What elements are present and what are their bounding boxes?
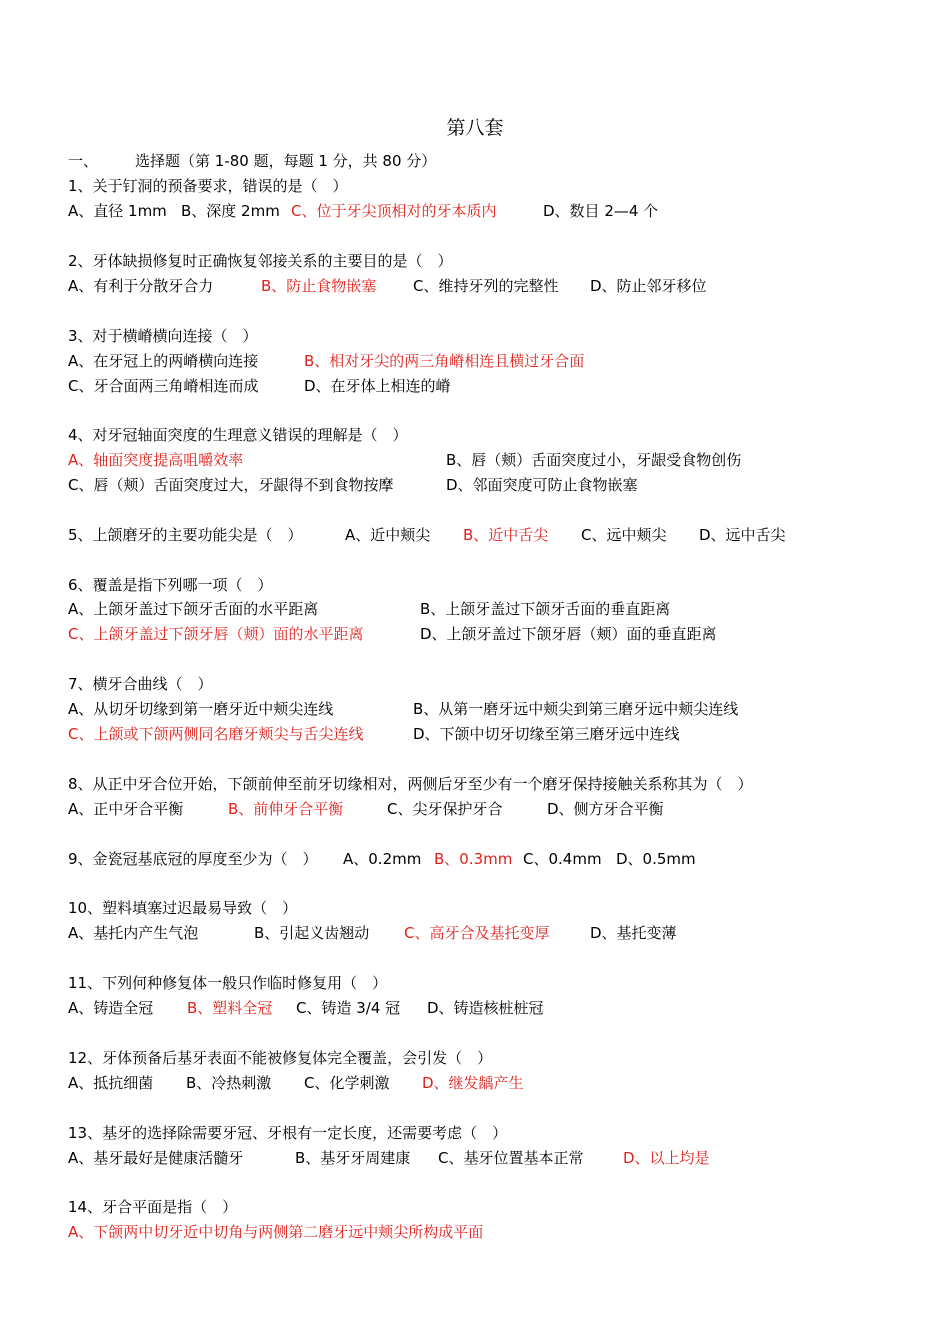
option-a: A、上颌牙盖过下颌牙舌面的水平距离 (68, 600, 319, 618)
option-b: B、引起义齿翘动 (254, 924, 370, 942)
question-13-stem: 13、基牙的选择除需要牙冠、牙根有一定长度，还需要考虑（ ） (68, 1124, 508, 1142)
question-7-options-row2 (68, 723, 888, 745)
question-1-stem: 1、关于钉洞的预备要求，错误的是（ ） (68, 177, 348, 195)
question-11-stem: 11、下列何种修复体一般只作临时修复用（ ） (68, 974, 388, 992)
option-a: A、在牙冠上的两嵴横向连接 (68, 352, 259, 370)
option-d: D、侧方牙合平衡 (547, 800, 664, 818)
question-14-stem: 14、牙合平面是指（ ） (68, 1198, 238, 1216)
option-d: D、数目 2—4 个 (543, 202, 659, 220)
option-d: D、在牙体上相连的嵴 (304, 377, 451, 395)
option-a: A、有利于分散牙合力 (68, 277, 214, 295)
option-d: D、上颌牙盖过下颌牙唇（颊）面的垂直距离 (420, 625, 717, 643)
option-d: D、基托变薄 (590, 924, 677, 942)
option-b: B、深度 2mm (181, 202, 280, 220)
question-5-stem: 5、上颌磨牙的主要功能尖是（ ） (68, 526, 303, 544)
question-9-row (68, 848, 888, 870)
option-d: D、防止邻牙移位 (590, 277, 707, 295)
section-number: 一、 (68, 152, 99, 170)
option-c: C、基牙位置基本正常 (438, 1149, 584, 1167)
option-a: A、0.2mm (343, 850, 422, 868)
option-b-answer: B、近中舌尖 (463, 526, 549, 544)
option-a: A、从切牙切缘到第一磨牙近中颊尖连线 (68, 700, 334, 718)
option-c-answer: C、高牙合及基托变厚 (404, 924, 550, 942)
question-10-options (68, 922, 888, 944)
question-4-stem: 4、对牙冠轴面突度的生理意义错误的理解是（ ） (68, 426, 408, 444)
option-d-answer: D、继发龋产生 (422, 1074, 524, 1092)
option-b-answer: B、前伸牙合平衡 (228, 800, 344, 818)
option-d: D、铸造核桩桩冠 (427, 999, 544, 1017)
option-a: A、近中颊尖 (345, 526, 431, 544)
option-c-answer: C、上颌或下颌两侧同名磨牙颊尖与舌尖连线 (68, 725, 364, 743)
option-c: C、尖牙保护牙合 (387, 800, 503, 818)
option-c: C、唇（颊）舌面突度过大，牙龈得不到食物按摩 (68, 476, 394, 494)
option-a: A、正中牙合平衡 (68, 800, 184, 818)
option-b-answer: B、相对牙尖的两三角嵴相连且横过牙合面 (304, 352, 585, 370)
question-5-row (68, 524, 888, 546)
question-2-options (68, 275, 888, 297)
option-b-answer: B、0.3mm (434, 850, 513, 868)
option-a: A、基托内产生气泡 (68, 924, 199, 942)
option-d: D、远中舌尖 (699, 526, 786, 544)
question-12-stem: 12、牙体预备后基牙表面不能被修复体完全覆盖，会引发（ ） (68, 1049, 493, 1067)
option-b: B、基牙牙周建康 (295, 1149, 411, 1167)
question-4-options-row1 (68, 449, 888, 471)
question-4-options-row2 (68, 474, 888, 496)
question-1-options (68, 200, 888, 222)
option-a-answer: A、轴面突度提高咀嚼效率 (68, 451, 244, 469)
option-c: C、铸造 3/4 冠 (296, 999, 401, 1017)
option-c: C、牙合面两三角嵴相连而成 (68, 377, 259, 395)
question-3-options-row2 (68, 375, 888, 397)
question-3-stem: 3、对于横嵴横向连接（ ） (68, 327, 258, 345)
option-a-answer: A、下颌两中切牙近中切角与两侧第二磨牙远中颊尖所构成平面 (68, 1223, 484, 1241)
option-b-answer: B、防止食物嵌塞 (261, 277, 377, 295)
question-3-options-row1 (68, 350, 888, 372)
question-6-stem: 6、覆盖是指下列哪一项（ ） (68, 576, 273, 594)
option-a: A、抵抗细菌 (68, 1074, 154, 1092)
question-8-stem: 8、从正中牙合位开始，下颌前伸至前牙切缘相对，两侧后牙至少有一个磨牙保持接触关系称其为（ ） (68, 775, 753, 793)
option-b: B、唇（颊）舌面突度过小，牙龈受食物创伤 (446, 451, 742, 469)
option-d: D、0.5mm (616, 850, 696, 868)
option-d-answer: D、以上均是 (623, 1149, 710, 1167)
option-a: A、直径 1mm (68, 202, 167, 220)
section-text: 选择题（第 1-80 题，每题 1 分，共 80 分） (135, 152, 437, 170)
option-c: C、化学刺激 (304, 1074, 390, 1092)
option-b: B、上颌牙盖过下颌牙舌面的垂直距离 (420, 600, 671, 618)
option-c: C、远中颊尖 (581, 526, 667, 544)
question-2-stem: 2、牙体缺损修复时正确恢复邻接关系的主要目的是（ ） (68, 252, 453, 270)
option-b-answer: B、塑料全冠 (187, 999, 273, 1017)
option-d: D、邻面突度可防止食物嵌塞 (446, 476, 638, 494)
option-b: B、冷热刺激 (186, 1074, 272, 1092)
question-7-options-row1 (68, 698, 888, 720)
option-a: A、铸造全冠 (68, 999, 154, 1017)
option-c: C、维持牙列的完整性 (413, 277, 559, 295)
option-c-answer: C、上颌牙盖过下颌牙唇（颊）面的水平距离 (68, 625, 364, 643)
option-c-answer: C、位于牙尖顶相对的牙本质内 (291, 202, 497, 220)
page-title: 第八套 (446, 117, 504, 139)
option-d: D、下颌中切牙切缘至第三磨牙远中连线 (413, 725, 680, 743)
question-10-stem: 10、塑料填塞过迟最易导致（ ） (68, 899, 298, 917)
question-6-options-row2 (68, 623, 888, 645)
question-13-options (68, 1147, 888, 1169)
option-c: C、0.4mm (523, 850, 602, 868)
question-11-options (68, 997, 888, 1019)
question-9-stem: 9、金瓷冠基底冠的厚度至少为（ ） (68, 850, 318, 868)
question-12-options (68, 1072, 888, 1094)
question-8-options (68, 798, 888, 820)
option-a: A、基牙最好是健康活髓牙 (68, 1149, 244, 1167)
question-7-stem: 7、横牙合曲线（ ） (68, 675, 213, 693)
option-b: B、从第一磨牙远中颊尖到第三磨牙远中颊尖连线 (413, 700, 739, 718)
question-6-options-row1 (68, 598, 888, 620)
